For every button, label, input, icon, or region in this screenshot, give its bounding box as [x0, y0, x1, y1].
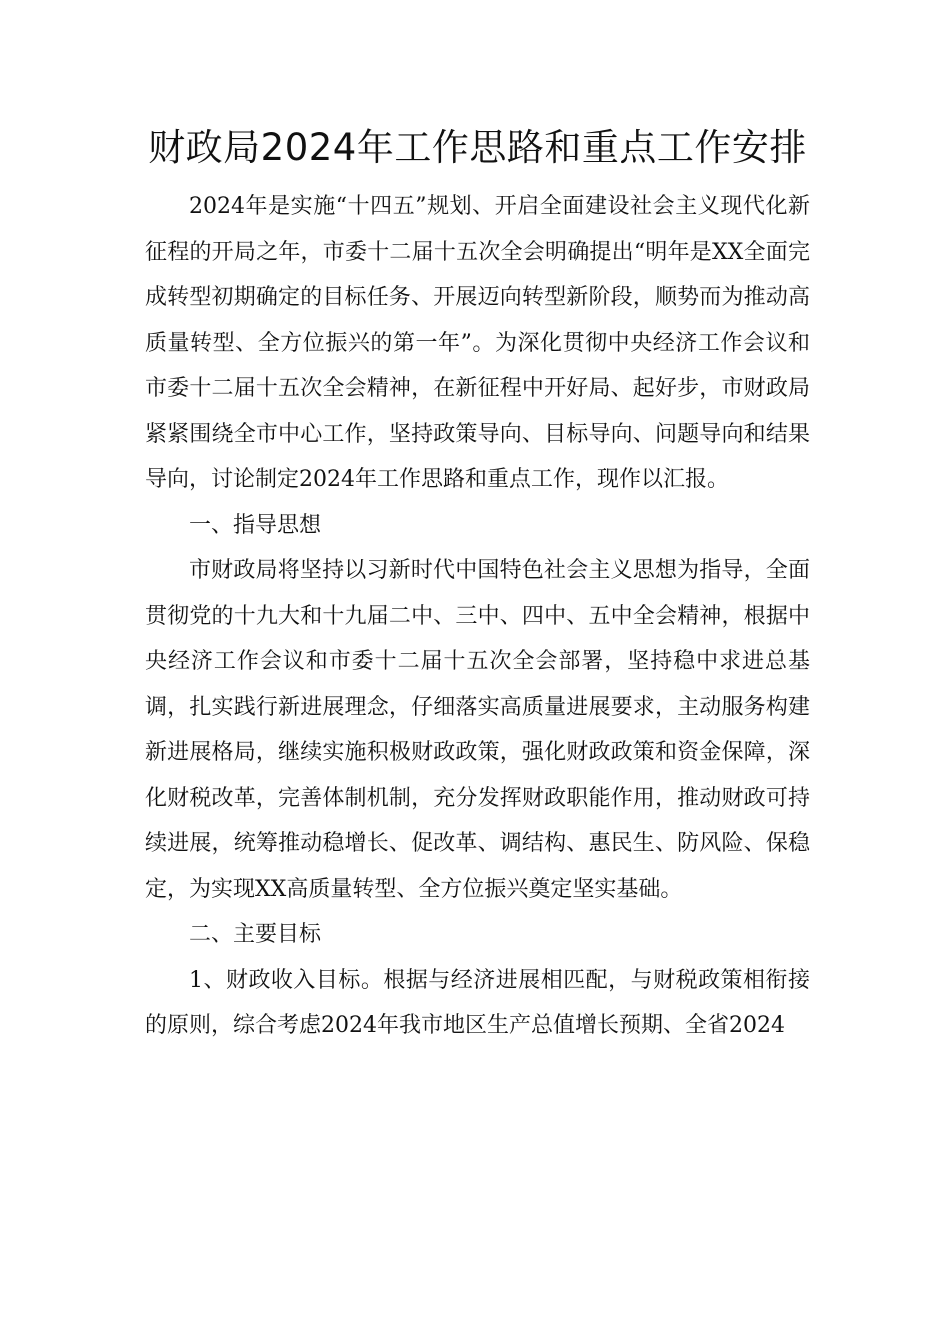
intro-paragraph: 2024年是实施“十四五”规划、开启全面建设社会主义现代化新征程的开局之年，市委十二届十五次全会明确提出“明年是XX全面完成转型初期确定的目标任务、开展迈向转型新阶段，顺势而为推动高质量转型、全方位振兴的第一年”。为深化贯彻中央经济工作会议和市委十二届十五次全会精神，在新征程中开好局、起好步，市财政局紧紧围绕全市中心工作，坚持政策导向、目标导向、问题导向和结果导向，讨论制定2024年工作思路和重点工作，现作以汇报。 — [145, 194, 810, 492]
revenue-goal-paragraph: 1、财政收入目标。根据与经济进展相匹配，与财税政策相衔接的原则，综合考虑2024年我市地区生产总值增长预期、全省2024 — [145, 967, 810, 1038]
document-page — [145, 122, 810, 1049]
section-heading-main-goals: 二、主要目标 — [189, 922, 322, 947]
guiding-ideology-paragraph: 市财政局将坚持以习新时代中国特色社会主义思想为指导，全面贯彻党的十九大和十九届二中、三中、四中、五中全会精神，根据中央经济工作会议和市委十二届十五次全会部署，坚持稳中求进总基调，扎实践行新进展理念，仔细落实高质量进展要求，主动服务构建新进展格局，继续实施积极财政政策，强化财政政策和资金保障，深化财税改革，完善体制机制，充分发挥财政职能作用，推动财政可持续进展，统筹推动稳增长、促改革、调结构、惠民生、防风险、保稳定，为实现XX高质量转型、全方位振兴奠定坚实基础。 — [145, 558, 810, 902]
section-heading-guiding-ideology: 一、指导思想 — [189, 512, 322, 538]
document-title: 财政局2024年工作思路和重点工作安排 — [148, 126, 807, 169]
